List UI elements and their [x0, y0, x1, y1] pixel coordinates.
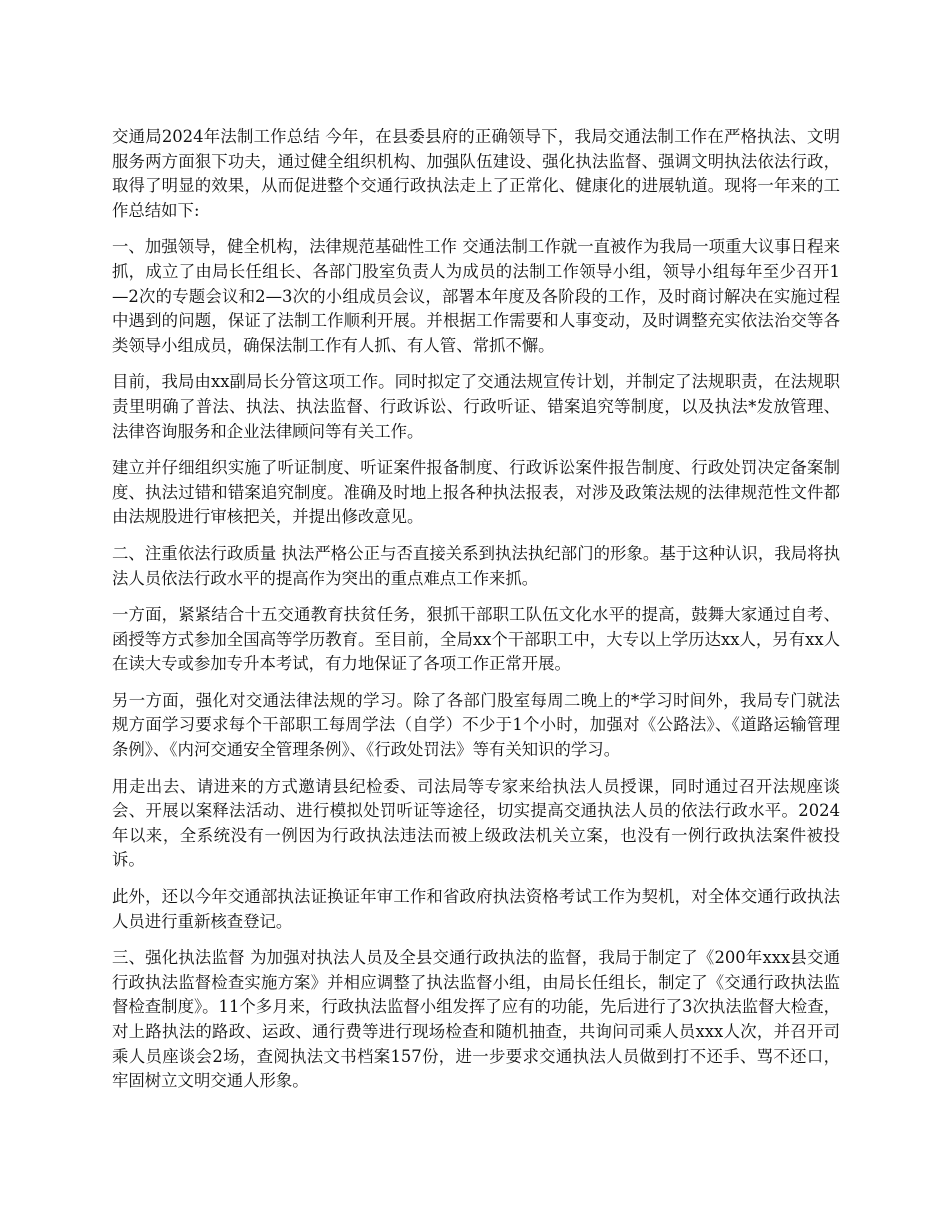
paragraph-leadership: 目前，我局由xx副局长分管这项工作。同时拟定了交通法规宣传计划，并制定了法规职责，在法规职责里明确了普法、执法、执法监督、行政诉讼、行政听证、错案追究等制度，以及执法*发放管理、法律咨询服务和企业法律顾问等有关工作。: [112, 372, 840, 441]
paragraph-systems: 建立并仔细组织实施了听证制度、听证案件报备制度、行政诉讼案件报告制度、行政处罚决定备案制度、执法过错和错案追究制度。准确及时地上报各种执法报表，对涉及政策法规的法律规范性文件都由法规股进行审核把关，并提出修改意见。: [112, 458, 840, 527]
paragraph-law-study: 另一方面，强化对交通法律法规的学习。除了各部门股室每周二晚上的*学习时间外，我局专门就法规方面学习要求每个干部职工每周学法（自学）不少于1个小时，加强对《公路法》、《道路运输管理条例》、《内河交通安全管理条例》、《行政处罚法》等有关知识的学习。: [112, 690, 840, 760]
paragraph-intro: 交通局2024年法制工作总结 今年，在县委县府的正确领导下，我局交通法制工作在严格执法、文明服务两方面狠下功夫，通过健全组织机构、加强队伍建设、强化执法监督、强调文明执法依法行政，取得了明显的效果，从而促进整个交通行政执法走上了正常化、健康化的进展轨道。现将一年来的工作总结如下:: [112, 127, 840, 220]
paragraph-education: 一方面，紧紧结合十五交通教育扶贫任务，狠抓干部职工队伍文化水平的提高，鼓舞大家通过自考、函授等方式参加全国高等学历教育。至目前，全局xx个干部职工中，大专以上学历达xx人，另有xx人在读大专或参加专升本考试，有力地保证了各项工作正常开展。: [112, 605, 840, 674]
paragraph-certification: 此外，还以今年交通部执法证换证年审工作和省政府执法资格考试工作为契机，对全体交通行政执法人员进行重新核查登记。: [112, 887, 840, 931]
paragraph-section-2: 二、注重依法行政质量 执法严格公正与否直接关系到执法执纪部门的形象。基于这种认识，我局将执法人员依法行政水平的提高作为突出的重点难点工作来抓。: [112, 543, 840, 588]
paragraph-section-3: 三、强化执法监督 为加强对执法人员及全县交通行政执法的监督，我局于制定了《200年xxx县交通行政执法监督检查实施方案》并相应调整了执法监督小组，由局长任组长，制定了《交通行政执法监督检查制度》。11个多月来，行政执法监督小组发挥了应有的功能，先后进行了3次执法监督大检查，对上路执法的路政、运政、通行费等进行现场检查和随机抽查，共询问司乘人员xxx人次，并召开司乘人员座谈会2场，查阅执法文书档案157份，进一步要求交通执法人员做到打不还手、骂不还口，牢固树立文明交通人形象。: [112, 948, 840, 1091]
paragraph-section-1: 一、加强领导，健全机构，法律规范基础性工作 交通法制工作就一直被作为我局一项重大议事日程来抓，成立了由局长任组长、各部门股室负责人为成员的法制工作领导小组，领导小组每年至少召开1—2次的专题会议和2—3次的小组成员会议，部署本年度及各阶段的工作，及时商讨解决在实施过程中遇到的问题，保证了法制工作顺利开展。并根据工作需要和人事变动，及时调整充实依法治交等各类领导小组成员，确保法制工作有人抓、有人管、常抓不懈。: [112, 237, 840, 355]
document-body: [112, 125, 840, 1106]
paragraph-training: 用走出去、请进来的方式邀请县纪检委、司法局等专家来给执法人员授课，同时通过召开法规座谈会、开展以案释法活动、进行模拟处罚听证等途径，切实提高交通执法人员的依法行政水平。2024年以来，全系统没有一例因为行政执法违法而被上级政法机关立案，也没有一例行政执法案件被投诉。: [112, 776, 840, 870]
